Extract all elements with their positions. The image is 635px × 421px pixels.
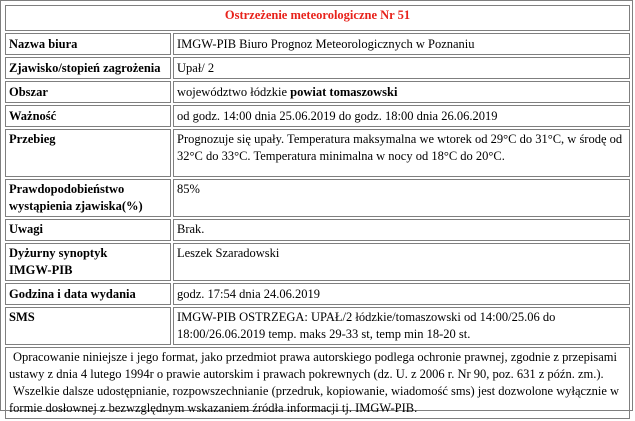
warning-title: Ostrzeżenie meteorologiczne Nr 51 bbox=[5, 5, 630, 31]
probability-label: Prawdopodobieństwo wystąpienia zjawiska(%) bbox=[5, 179, 171, 217]
row-phenomenon bbox=[5, 57, 630, 79]
remarks-label: Uwagi bbox=[5, 219, 171, 241]
forecaster-value: Leszek Szaradowski bbox=[173, 243, 630, 281]
row-course bbox=[5, 129, 630, 177]
office-value: IMGW-PIB Biuro Prognoz Meteorologicznych w Poznaniu bbox=[173, 33, 630, 55]
row-remarks bbox=[5, 219, 630, 241]
area-value bbox=[173, 81, 630, 103]
row-footer bbox=[5, 347, 630, 419]
area-voivodeship: województwo łódzkie bbox=[177, 84, 291, 99]
validity-label: Ważność bbox=[5, 105, 171, 127]
row-sms bbox=[5, 307, 630, 345]
office-label: Nazwa biura bbox=[5, 33, 171, 55]
warning-table bbox=[3, 3, 632, 421]
row-validity bbox=[5, 105, 630, 127]
phenomenon-value: Upał/ 2 bbox=[173, 57, 630, 79]
issued-label: Godzina i data wydania bbox=[5, 283, 171, 305]
sharing-note: Wszelkie dalsze udostępnianie, rozpowszechnianie (przedruk, kopiowanie, wiadomość sms) jest dozwolone wyłącznie w formie dosłownej z bezwzględnym wskazaniem źródła informacji tj. IMGW-PIB. bbox=[9, 384, 620, 415]
forecaster-label-line1: Dyżurny synoptyk bbox=[9, 246, 108, 260]
area-label: Obszar bbox=[5, 81, 171, 103]
course-value: Prognozuje się upały. Temperatura maksymalna we wtorek od 29°C do 31°C, w środę od 32°C do 33°C. Temperatura minimalna w nocy od 18°C do 20°C. bbox=[173, 129, 630, 177]
row-forecaster bbox=[5, 243, 630, 281]
row-issued bbox=[5, 283, 630, 305]
copyright-note: Opracowanie niniejsze i jego format, jako przedmiot prawa autorskiego podlega ochronie prawnej, zgodnie z przepisami ustawy z dnia 4 lutego 1994r o prawie autorskim i prawach pokrewnych (dz. U. z 2006 r. Nr 90, poz. 631 z późn. zm.). bbox=[9, 350, 617, 381]
sms-value: IMGW-PIB OSTRZEGA: UPAŁ/2 łódzkie/tomaszowski od 14:00/25.06 do 18:00/26.06.2019 temp. maks 29-33 st, temp min 18-20 st. bbox=[173, 307, 630, 345]
remarks-value: Brak. bbox=[173, 219, 630, 241]
course-label: Przebieg bbox=[5, 129, 171, 177]
issued-value: godz. 17:54 dnia 24.06.2019 bbox=[173, 283, 630, 305]
legal-note bbox=[5, 347, 630, 419]
forecaster-label-line2: IMGW-PIB bbox=[9, 263, 73, 277]
area-county: powiat tomaszowski bbox=[290, 84, 398, 99]
row-area bbox=[5, 81, 630, 103]
probability-value: 85% bbox=[173, 179, 630, 217]
validity-value: od godz. 14:00 dnia 25.06.2019 do godz. 18:00 dnia 26.06.2019 bbox=[173, 105, 630, 127]
row-probability bbox=[5, 179, 630, 217]
sms-label: SMS bbox=[5, 307, 171, 345]
phenomenon-label: Zjawisko/stopień zagrożenia bbox=[5, 57, 171, 79]
forecaster-label bbox=[5, 243, 171, 281]
row-office bbox=[5, 33, 630, 55]
